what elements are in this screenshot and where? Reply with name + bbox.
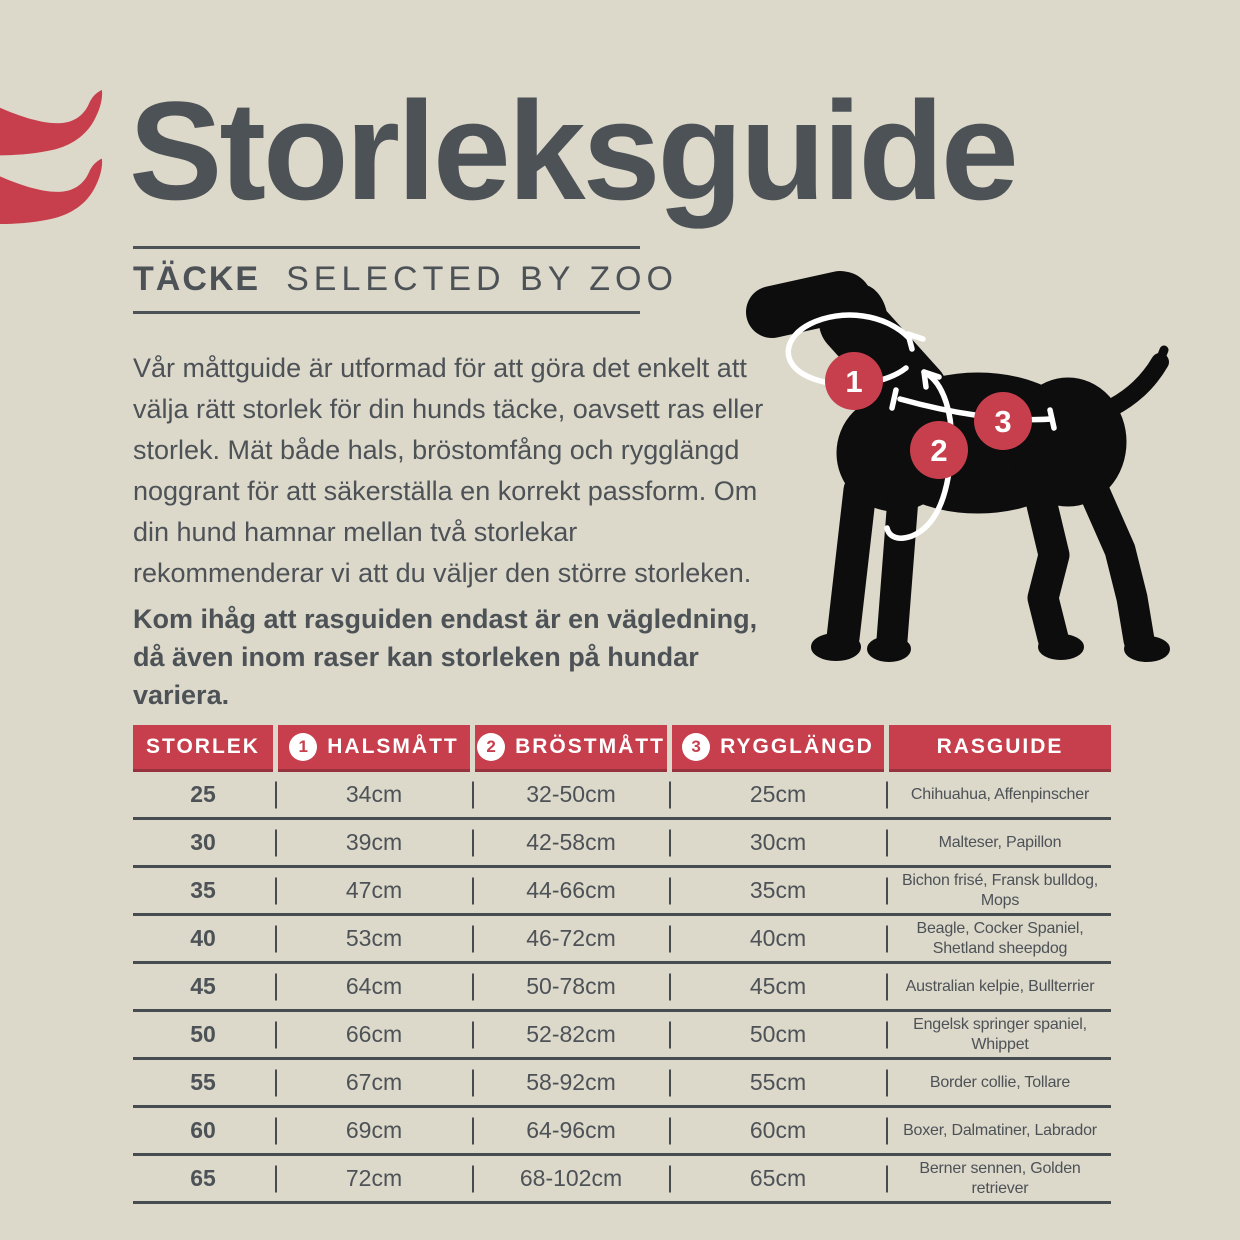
cell-neck: 72cm (278, 1156, 470, 1201)
cell-neck: 47cm (278, 868, 470, 913)
cell-neck: 67cm (278, 1060, 470, 1105)
col-header-rygglangd (672, 725, 884, 772)
cell-breeds: Malteser, Papillon (889, 820, 1111, 865)
table-row-size-25 (133, 772, 1111, 820)
table-row-size-60 (133, 1108, 1111, 1156)
cell-back: 55cm (672, 1060, 884, 1105)
col-label-storlek: STORLEK (146, 735, 260, 758)
table-row-size-50 (133, 1012, 1111, 1060)
page-title: Storleksguide (129, 72, 1016, 229)
marker-3-number: 3 (994, 404, 1012, 439)
cell-back: 35cm (672, 868, 884, 913)
cell-size: 50 (190, 1021, 216, 1047)
marker-1-number: 1 (845, 364, 863, 399)
cell-size: 55 (190, 1069, 216, 1095)
cell-neck: 66cm (278, 1012, 470, 1057)
marker-2-number: 2 (930, 433, 948, 468)
col-label-brostmatt: BRÖSTMÅTT (515, 735, 665, 758)
table-row-size-30 (133, 820, 1111, 868)
cell-back: 50cm (672, 1012, 884, 1057)
cell-size: 60 (190, 1117, 216, 1143)
dog-silhouette (772, 272, 1169, 661)
cell-neck: 34cm (278, 772, 470, 817)
col-header-rasguide (889, 725, 1111, 772)
cell-breeds: Berner sennen, Golden retriever (889, 1156, 1111, 1201)
cell-neck: 69cm (278, 1108, 470, 1153)
cell-back: 30cm (672, 820, 884, 865)
cell-back: 45cm (672, 964, 884, 1009)
cell-breeds: Bichon frisé, Fransk bulldog, Mops (889, 868, 1111, 913)
col-header-brostmatt (475, 725, 667, 772)
table-row-size-55 (133, 1060, 1111, 1108)
subtitle-tagline: SELECTED BY ZOO (286, 260, 678, 298)
cell-breeds: Border collie, Tollare (889, 1060, 1111, 1105)
col-label-rasguide: RASGUIDE (936, 735, 1064, 758)
table-row-size-45 (133, 964, 1111, 1012)
cell-neck: 53cm (278, 916, 470, 961)
table-header-row (133, 725, 1111, 772)
note-paragraph: Kom ihåg att rasguiden endast är en vägledning, då även inom raser kan storleken på hundar variera. (133, 604, 758, 710)
size-table (133, 725, 1111, 1204)
subtitle-product: TÄCKE (133, 260, 261, 298)
cell-chest: 58-92cm (475, 1060, 667, 1105)
cell-back: 60cm (672, 1108, 884, 1153)
subtitle-bar (133, 246, 678, 314)
cell-chest: 42-58cm (475, 820, 667, 865)
cell-neck: 64cm (278, 964, 470, 1009)
col-label-halsmatt: HALSMÅTT (327, 735, 459, 758)
intro-paragraph: Vår måttguide är utformad för att göra det enkelt att välja rätt storlek för din hunds täcke, oavsett ras eller storlek. Mät både hals, bröstomfång och rygglängd noggrant för att säkerställa en korrekt passform. Om din hund hamnar mellan två storlekar rekommenderar vi att du väljer den större storleken. (133, 353, 764, 588)
cell-chest: 32-50cm (475, 772, 667, 817)
cell-size: 35 (190, 877, 216, 903)
table-row-size-35 (133, 868, 1111, 916)
col-label-rygglangd: RYGGLÄNGD (720, 735, 874, 758)
table-row-size-40 (133, 916, 1111, 964)
dog-measurement-diagram (740, 250, 1200, 690)
cell-size: 65 (190, 1165, 216, 1191)
cell-size: 40 (190, 925, 216, 951)
cell-back: 25cm (672, 772, 884, 817)
cell-chest: 64-96cm (475, 1108, 667, 1153)
cell-breeds: Chihuahua, Affenpinscher (889, 772, 1111, 817)
col-header-storlek (133, 725, 273, 772)
cell-chest: 46-72cm (475, 916, 667, 961)
cell-chest: 50-78cm (475, 964, 667, 1009)
cell-breeds: Beagle, Cocker Spaniel, Shetland sheepdog (889, 916, 1111, 961)
col-header-halsmatt (278, 725, 470, 772)
cell-back: 65cm (672, 1156, 884, 1201)
measure-3-badge: 3 (682, 733, 710, 761)
cell-breeds: Boxer, Dalmatiner, Labrador (889, 1108, 1111, 1153)
measure-1-badge: 1 (289, 733, 317, 761)
cell-chest: 44-66cm (475, 868, 667, 913)
measure-2-badge: 2 (477, 733, 505, 761)
cell-size: 30 (190, 829, 216, 855)
cell-size: 25 (190, 781, 216, 807)
brand-logo-waves-icon (0, 90, 106, 224)
cell-chest: 68-102cm (475, 1156, 667, 1201)
table-row-size-65 (133, 1156, 1111, 1204)
cell-breeds: Australian kelpie, Bullterrier (889, 964, 1111, 1009)
cell-chest: 52-82cm (475, 1012, 667, 1057)
cell-breeds: Engelsk springer spaniel, Whippet (889, 1012, 1111, 1057)
cell-size: 45 (190, 973, 216, 999)
cell-neck: 39cm (278, 820, 470, 865)
cell-back: 40cm (672, 916, 884, 961)
